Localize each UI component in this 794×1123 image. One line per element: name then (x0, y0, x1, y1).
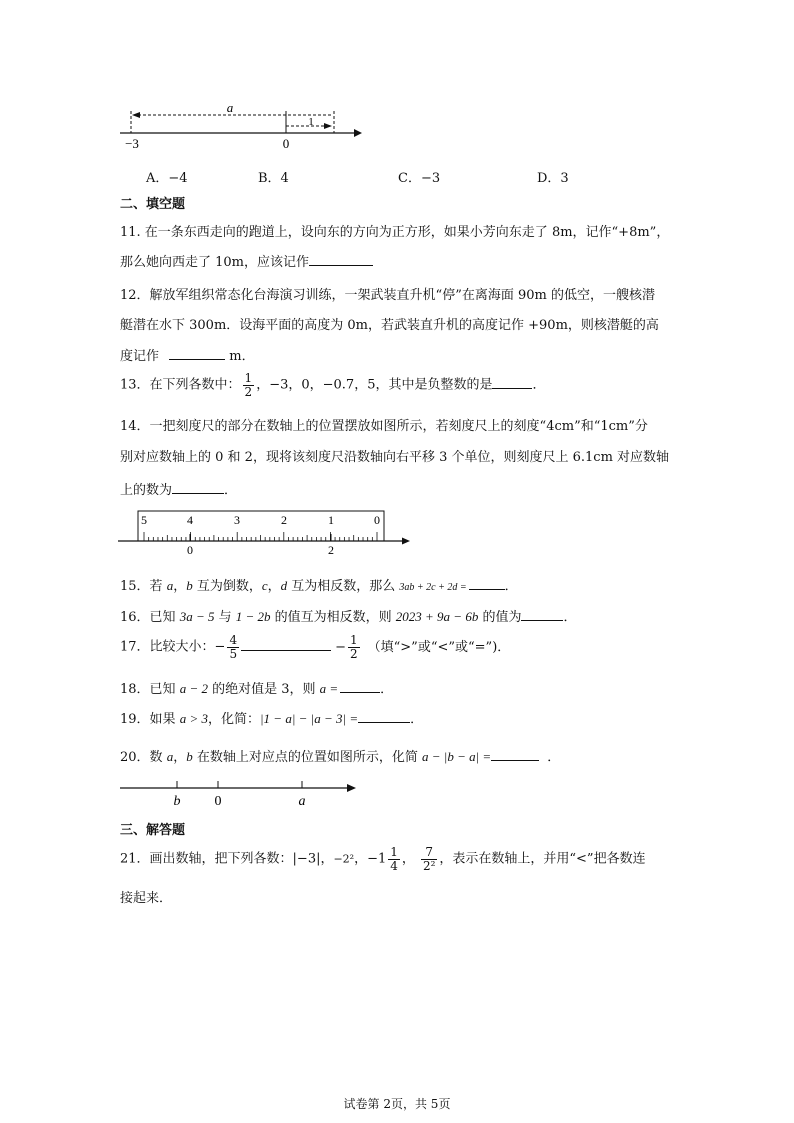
q13-frac-num: 1 (244, 371, 253, 385)
q18-end: ． (380, 682, 394, 697)
q13-fraction (243, 372, 255, 398)
q11-line1: 11. 在一条东西走向的跑道上，设向东的方向为正方形，如果小芳向东走了 8m，记作“+8m”， (120, 225, 670, 240)
q13-line (120, 372, 545, 398)
q15-mid4: 互为相反数，那么 (287, 579, 400, 594)
q16-m3: 的值为 (478, 610, 522, 625)
q20-answer-blank[interactable] (491, 748, 539, 761)
q19-line (120, 708, 423, 727)
q17-neg2: − (335, 639, 346, 655)
ruler-number-line-figure (118, 508, 418, 556)
q17-neg1: − (214, 639, 226, 655)
q17-pre: 17．比较大小： (120, 639, 215, 655)
q16-m1: 与 (214, 610, 236, 625)
q12-line2: 艇潜在水下 300m．设海平面的高度为 0m，若武装直升机的高度记作 +90m，则核潜艇的高 (120, 318, 659, 333)
q19-answer-blank[interactable] (358, 710, 410, 723)
q17-post: （填“>”或“<”或“=”)． (367, 639, 511, 655)
q20-var-a: a (166, 749, 174, 764)
ruler-axis-0: 0 (187, 543, 193, 556)
section3-title: 三、解答题 (120, 823, 186, 838)
option-b: B．4 (258, 171, 289, 186)
q17-frac1-den: 5 (229, 646, 238, 661)
q13-frac-den: 2 (244, 384, 253, 399)
q11-line2 (120, 251, 373, 270)
q14-line3 (120, 479, 237, 498)
q13-pre: 13．在下列各数中： (120, 377, 241, 393)
q12-line3-text: 度记作 (120, 349, 160, 364)
ruler-label-3: 3 (234, 513, 240, 527)
q15-var-c: c (261, 578, 268, 593)
q16-answer-blank[interactable] (521, 608, 563, 621)
q20-end: ． (547, 750, 561, 765)
q17-frac1 (227, 634, 239, 660)
q21-n2: −2² (333, 852, 355, 866)
q15-end: ． (504, 579, 518, 594)
q12-line3 (120, 345, 255, 364)
q12-line1: 12．解放军组织常态化台海演习训练，一架武装直升机“停”在离海面 90m 的低空，一艘核潜 (120, 288, 655, 303)
ruler-label-1: 1 (328, 513, 334, 527)
q15-answer-blank[interactable] (469, 577, 505, 590)
q21-sep1: ， (354, 851, 368, 867)
q21-line2: 接起来． (120, 891, 173, 906)
ruler-axis-2: 2 (328, 543, 334, 556)
q18-expr: a − 2 (179, 681, 208, 696)
q21-mixed-whole: −1 (367, 851, 387, 867)
q17-answer-blank[interactable] (241, 638, 331, 651)
q14-answer-blank[interactable] (172, 481, 224, 494)
q10-label-a: a (226, 100, 234, 115)
q18-line (120, 678, 393, 697)
q15-mid3: ， (267, 579, 281, 594)
q20-mid2: 在数轴上对应点的位置如图所示，化简 (192, 750, 422, 765)
q15-expression: 3ab + 2c + 2d = (399, 582, 467, 593)
q17-frac2 (348, 634, 360, 660)
q14-line1: 14．一把刻度尺的部分在数轴上的位置摆放如图所示，若刻度尺上的刻度“4cm”和“1cm”分 (120, 419, 648, 434)
q16-expr3: 2023 + 9a − 6b (395, 609, 479, 624)
q19-expr: |1 − a| − |a − 3| = (259, 711, 359, 726)
q15-var-d: d (280, 578, 288, 593)
q14-end: ． (224, 483, 238, 498)
q12-unit: m． (229, 349, 255, 364)
q16-m2: 的值互为相反数，则 (270, 610, 396, 625)
q15-mid2: 互为倒数， (192, 579, 262, 594)
q12-answer-blank[interactable] (169, 347, 225, 360)
q21-sep2: ， (401, 851, 415, 867)
q10-tick-0: 0 (282, 136, 290, 151)
q13-end: ． (532, 377, 546, 393)
q21-post: ，表示在数轴上，并用“<”把各数连 (439, 851, 646, 867)
page-footer: 试卷第 2页，共 5页 (343, 1097, 451, 1111)
q18-pre: 18．已知 (120, 682, 180, 697)
q21-pre: 21．画出数轴，把下列各数：|−3|， (120, 851, 334, 867)
q20-fig-0: 0 (214, 794, 222, 809)
q15-mid1: ， (173, 579, 187, 594)
q18-answer-blank[interactable] (340, 680, 380, 693)
section2-title: 二、填空题 (120, 197, 186, 212)
q17-line (120, 634, 510, 660)
q15-var-b: b (186, 578, 193, 593)
q21-frac (421, 846, 437, 872)
q16-expr1: 3a − 5 (179, 609, 215, 624)
q20-pre: 20．数 (120, 750, 167, 765)
q21-frac-num: 7 (421, 846, 437, 860)
q13-post: ，−3，0，−0.7，5，其中是负整数的是 (256, 377, 493, 393)
q21-mixed-num: 1 (390, 845, 398, 859)
q20-mid1: ， (173, 750, 187, 765)
q20-number-line-figure (118, 774, 366, 810)
q20-expr: a − |b − a| = (421, 749, 492, 764)
q10-label-1: 1 (308, 116, 314, 128)
q11-line2-text: 那么她向西走了 10m，应该记作 (120, 255, 310, 270)
q14-line3-text: 上的数为 (120, 483, 173, 498)
q16-pre: 16．已知 (120, 610, 180, 625)
q19-pre: 19．如果 (120, 712, 180, 727)
q13-answer-blank[interactable] (492, 376, 532, 389)
q20-fig-b: b (173, 794, 181, 809)
q18-var: a = (319, 681, 339, 696)
q16-expr2: 1 − 2b (235, 609, 271, 624)
q18-mid: 的绝对值是 3，则 (207, 682, 320, 697)
q20-line (120, 746, 560, 765)
q16-end: ． (563, 610, 577, 625)
q21-frac-den: 2² (422, 858, 436, 873)
q14-line2: 别对应数轴上的 0 和 2，现将该刻度尺沿数轴向右平移 3 个单位，则刻度尺上 6.1cm 对应数轴 (120, 450, 670, 465)
q16-line (120, 606, 576, 625)
q11-answer-blank[interactable] (309, 253, 373, 266)
q10-number-line-figure (118, 98, 368, 154)
q20-fig-a: a (298, 794, 306, 809)
option-d: D．3 (537, 171, 569, 186)
option-c: C．−3 (398, 171, 441, 186)
option-a: A．−4 (146, 171, 188, 186)
ruler-label-4: 4 (187, 513, 193, 527)
q10-tick-neg3: −3 (125, 136, 139, 151)
q15-line (120, 575, 518, 594)
q20-var-b: b (186, 749, 193, 764)
q17-frac1-num: 4 (229, 633, 238, 647)
ruler-label-5: 5 (141, 513, 147, 527)
q17-frac2-den: 2 (350, 646, 358, 661)
q17-frac2-num: 1 (350, 633, 358, 647)
q19-end: ． (410, 712, 424, 727)
q21-line1 (120, 846, 646, 872)
q21-mixed-frac (388, 846, 400, 872)
q21-mixed-den: 4 (390, 858, 398, 873)
q15-var-a: a (166, 578, 174, 593)
q19-cond: a > 3 (179, 711, 208, 726)
ruler-label-2: 2 (281, 513, 287, 527)
q15-pre: 15．若 (120, 579, 167, 594)
q19-mid: ，化简： (207, 712, 260, 727)
ruler-label-0: 0 (374, 513, 380, 527)
